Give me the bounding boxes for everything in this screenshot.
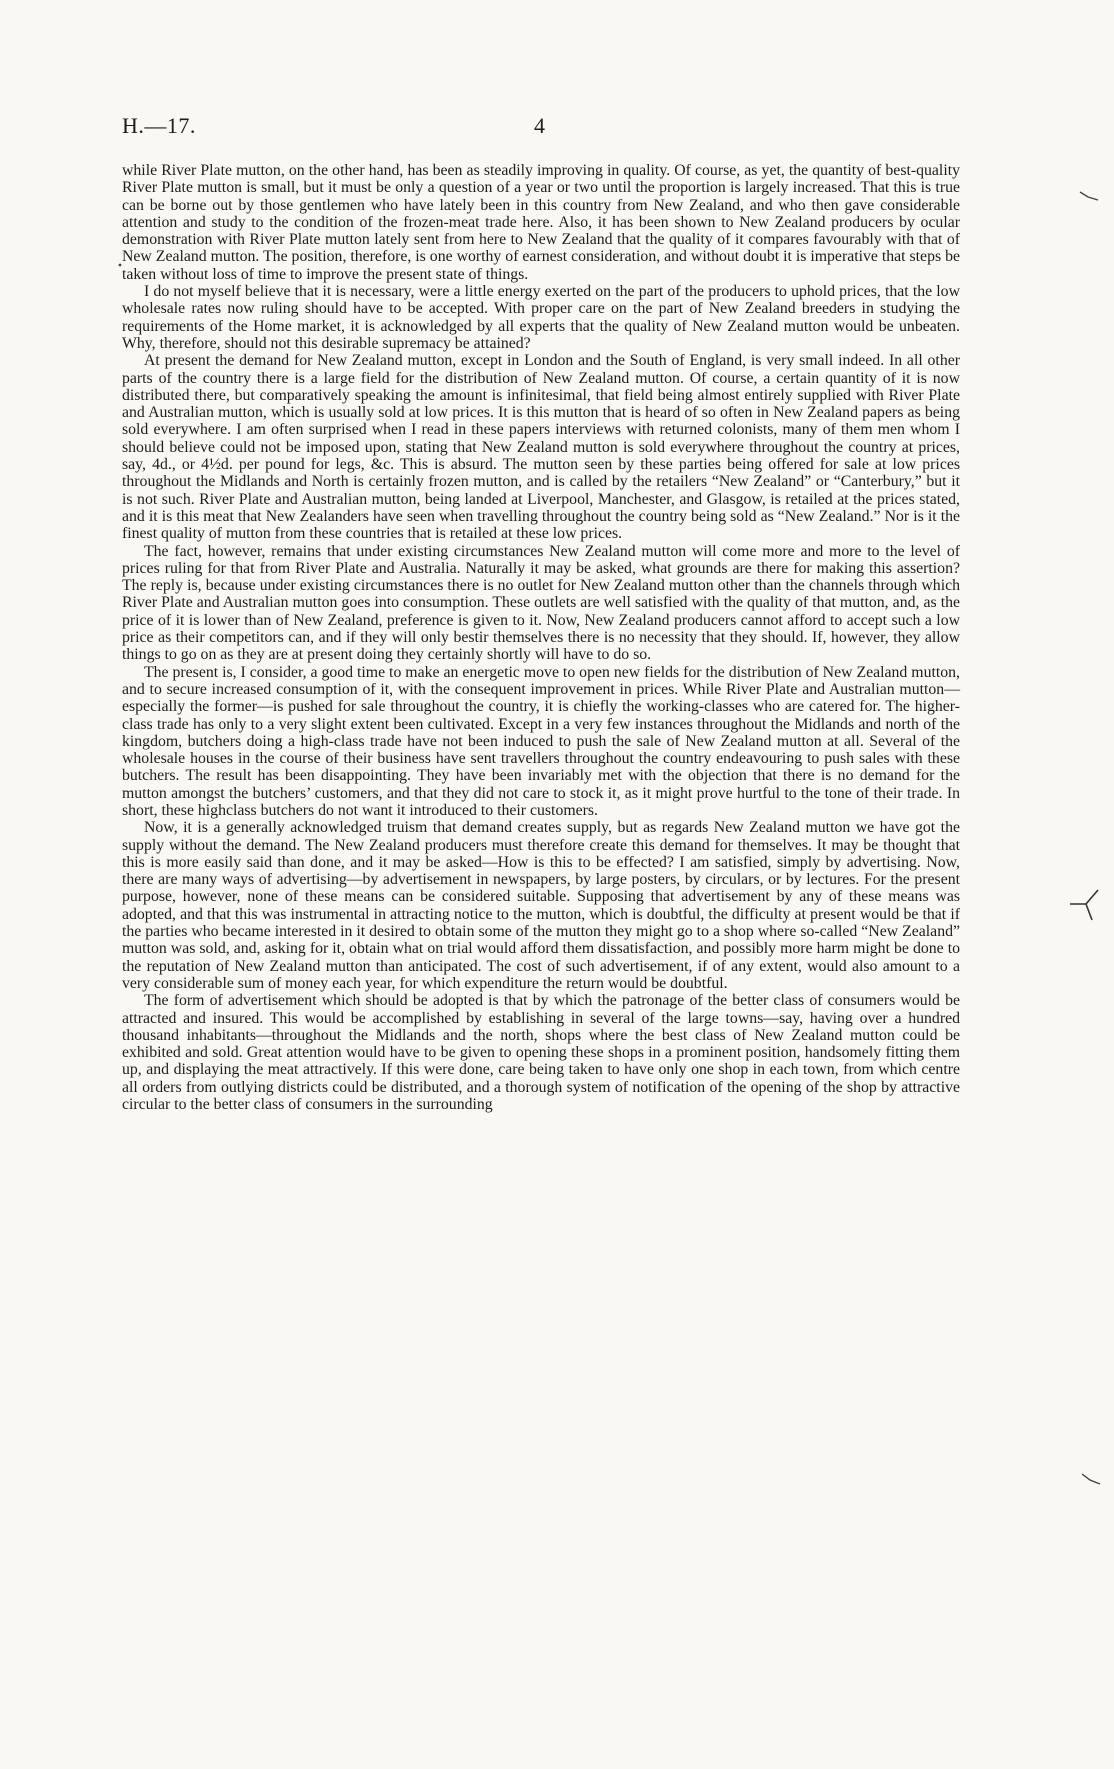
paragraph-5: The present is, I consider, a good time to make an energetic move to open new fields for the distribution of New Zealand mutton, and to secure increased consumption of it, with the consequent improvement in prices. While River Plate and Australian mutton—especially the former—is pushed for sale throughout the country, it is chiefly the working-classes who are catered for. The higher-class trade has only to a very slight extent been cultivated. Except in a very few instances throughout the Midlands and north of the kingdom, butchers doing a high-class trade have not been induced to push the sale of New Zealand mutton at all. Several of the wholesale houses in the course of their business have sent travellers throughout the country endeavouring to push sales with these butchers. The result has been disappointing. They have been invariably met with the objection that there is no demand for the mutton amongst the butchers’ customers, and that they did not care to stock it, as it might prove hurtful to the tone of their trade. In short, these highclass butchers do not want it introduced to their customers. [122,663,960,819]
paragraph-1: while River Plate mutton, on the other hand, has been as steadily improving in quality. Of course, as yet, the quantity of best-quality River Plate mutton is small, but it must be only a question of a year or two until the proportion is largely increased. That this is true can be borne out by those gentlemen who have lately been in this country from New Zealand, and who then gave considerable attention and study to the condition of the frozen-meat trade here. Also, it has been shown to New Zealand producers by ocular demonstration with River Plate mutton lately sent from here to New Zealand that the quality of it compares favourably with that of New Zealand mutton. The position, therefore, is one worthy of earnest consideration, and without doubt it is imperative that steps be taken without loss of time to improve the present state of things. [122,162,960,283]
paragraph-4: The fact, however, remains that under existing circumstances New Zealand mutton will come more and more to the level of prices ruling for that from River Plate and Australia. Naturally it may be asked, what grounds are there for making this assertion? The reply is, because under existing circumstances there is no outlet for New Zealand mutton other than the channels through which River Plate and Australian mutton goes into consumption. These outlets are well satisfied with the quality of that mutton, and, as the price of it is lower than of New Zealand, preference is given to it. Now, New Zealand producers cannot afford to accept such a low price as their competitors can, and if they will only bestir themselves there is no necessity that they should. If, however, they allow things to go on as they are at present doing they certainly shortly will have to do so. [122,542,960,664]
page-number: 4 [534,113,545,138]
paragraph-2: I do not myself believe that it is necessary, were a little energy exerted on the part of the producers to uphold prices, that the low wholesale rates now ruling should have to be accepted. With proper care on the part of New Zealand breeders in studying the requirements of the Home market, it is acknowledged by all experts that the quality of New Zealand mutton would be unbeaten. Why, therefore, should not this desirable supremacy be attained? [122,283,960,352]
paragraph-7: The form of advertisement which should be adopted is that by which the patronage of the better class of consumers would be attracted and insured. This would be accomplished by establishing in several of the large towns—say, having over a hundred thousand inhabitants—throughout the Midlands and the north, shops where the best class of New Zealand mutton could be exhibited and sold. Great attention would have to be given to opening these shops in a prominent position, handsomely fitting them up, and displaying the meat attractively. If this were done, care being taken to have only one shop in each town, from which centre all orders from outlying districts could be distributed, and a thorough system of notification of the opening of the shop by attractive circular to the better class of consumers in the surrounding [122,992,960,1114]
page-header [122,113,962,143]
paragraph-3: At present the demand for New Zealand mutton, except in London and the South of England, is very small indeed. In all other parts of the country there is a large field for the distribution of New Zealand mutton. Of course, a certain quantity of it is now distributed there, but comparatively speaking the amount is infinitesimal, that field being almost entirely supplied with River Plate and Australian mutton, which is usually sold at low prices. It is this mutton that is heard of so often in New Zealand papers as being sold everywhere. I am often surprised when I read in these papers interviews with returned colonists, many of them men whom I should believe could not be imposed upon, stating that New Zealand mutton is sold everywhere throughout the country at prices, say, 4d., or 4½d. per pound for legs, &c. This is absurd. The mutton seen by these parties being offered for sale at low prices throughout the Midlands and North is certainly frozen mutton, and is called by the retailers “New Zealand” or “Canterbury,” but it is not such. River Plate and Australian mutton, being landed at Liverpool, Manchester, and Glasgow, is retailed at the prices stated, and it is this meat that New Zealanders have seen when travelling throughout the country being sold as “New Zealand.” Nor is it the finest quality of mutton from these countries that is retailed at these low prices. [122,352,960,543]
body-text [122,162,960,1113]
margin-mark-2 [1068,882,1100,922]
margin-dot [117,262,123,268]
paragraph-6: Now, it is a generally acknowledged truism that demand creates supply, but as regards New Zealand mutton we have got the supply without the demand. The New Zealand producers must therefore create this demand for themselves. It may be thought that this is more easily said than done, and it may be asked—How is this to be effected? I am satisfied, simply by advertising. Now, there are many ways of advertising—by advertisement in newspapers, by large posters, by circulars, or by lectures. For the present purpose, however, none of these means can be considered suitable. Supposing that advertisement by any of these means was adopted, and that this was instrumental in attracting notice to the mutton, which is doubtful, the difficulty at present would be that if the parties who became interested in it desired to obtain some of the mutton they might go to a shop where so-called “New Zealand” mutton was sold, and, asking for it, obtain what on trial would afford them dissatisfaction, and possibly more harm might be done to the reputation of New Zealand mutton than anticipated. The cost of such advertisement, if of any extent, would also amount to a very considerable sum of money each year, for which expenditure the return would be doubtful. [122,819,960,992]
document-identifier: H.—17. [122,113,196,138]
margin-mark-3 [1080,1470,1102,1488]
margin-mark-1 [1078,188,1100,204]
